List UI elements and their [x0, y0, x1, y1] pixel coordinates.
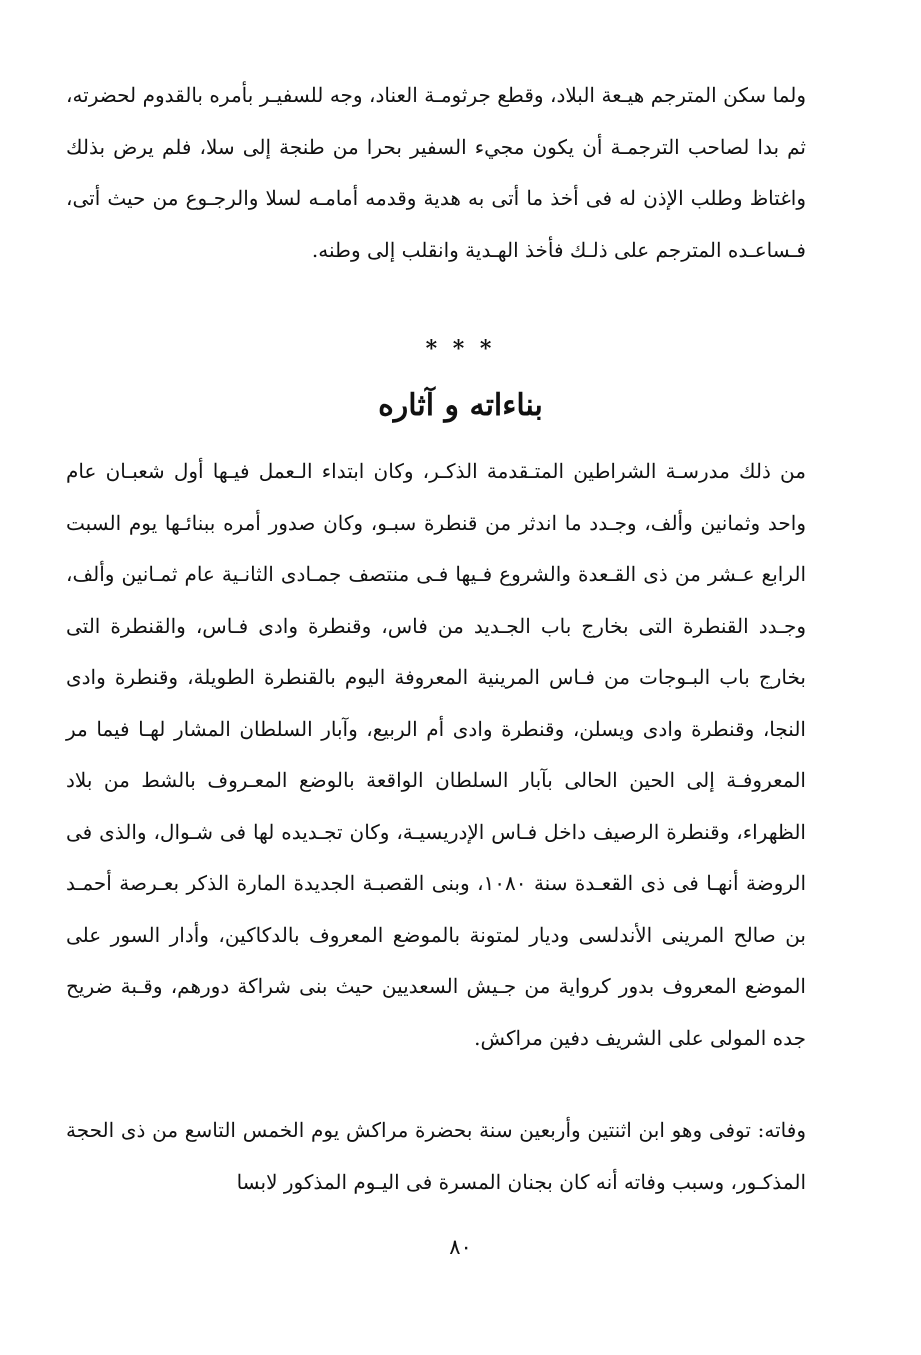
section-separator: * * *: [425, 336, 496, 362]
paragraph-buildings: من ذلك مدرسـة الشراطين المتـقدمة الذكـر، وكان ابتداء الـعمل فيـها أول شعبـان عام واحد وثمانين وألف، وجـدد ما اندثر من قنطرة سبـو، وكان صدور أمره ببنائـها يوم السبت الرابع عـشر من ذى القـعدة والشروع فـيها فـى منتصف جمـادى الثانـية عام ثمـانين وألف، وجـدد القنطرة التى بخارج باب الجـديد من فاس، وقنطرة وادى فـاس، والقنطرة التى بخارج باب البـوجات من فـاس المرينية المعروفة اليوم بالقنطرة الطويلة، وقنطرة وادى النجا، وقنطرة وادى ويسلن، وقنطرة وادى أم الربيع، وآبار السلطان المشار لهـا فيما مر المعروفـة إلى الحين الحالى بآبار السلطان الواقعة بالوضع المعـروف بالشط من بلاد الظهراء، وقنطرة الرصيف داخل فـاس الإدريسيـة، وكان تجـديده لها فى شـوال، والذى فى الروضة أنهـا فى ذى القعـدة سنة ١٠٨٠، وبنى القصبـة الجديدة المارة الذكر بعـرصة أحمـد بن صالح المرينى الأندلسى وديار لمتونة بالموضع المعروف بالدكاكين، وأدار السور على الموضع المعروف بدور كرواية من جـيش السعديين حيث بنى شراكة دورهم، وقـبة ضريح جده المولى على الشريف دفين مراكش.: [66, 459, 807, 1050]
section-heading: بناءاته و آثاره: [378, 388, 543, 423]
paragraph-ambassador: ولما سكن المترجم هيـعة البلاد، وقطع جرثومـة العناد، وجه للسفيـر بأمره بالقدوم لحضرته، ثم بدا لصاحب الترجمـة أن يكون مجيء السفير بحرا من طنجة إلى سلا، فلم يرض بذلك واغتاظ وطلب الإذن له فى أخذ ما أتى به هدية وقدمه أمامـه لسلا والرجـوع من حيث أتى، فـساعـده المترجم على ذلـك فأخذ الهـدية وانقلب إلى وطنه.: [66, 83, 806, 262]
page-number: ٨٠: [449, 1235, 472, 1259]
paragraph-death: وفاته: توفى وهو ابن اثنتين وأربعين سنة بحضرة مراكش يوم الخمس التاسع من ذى الحجة المذكـور، وسبب وفاته أنه كان بجنان المسرة فى اليـوم المذكور لابسا: [66, 1118, 806, 1194]
